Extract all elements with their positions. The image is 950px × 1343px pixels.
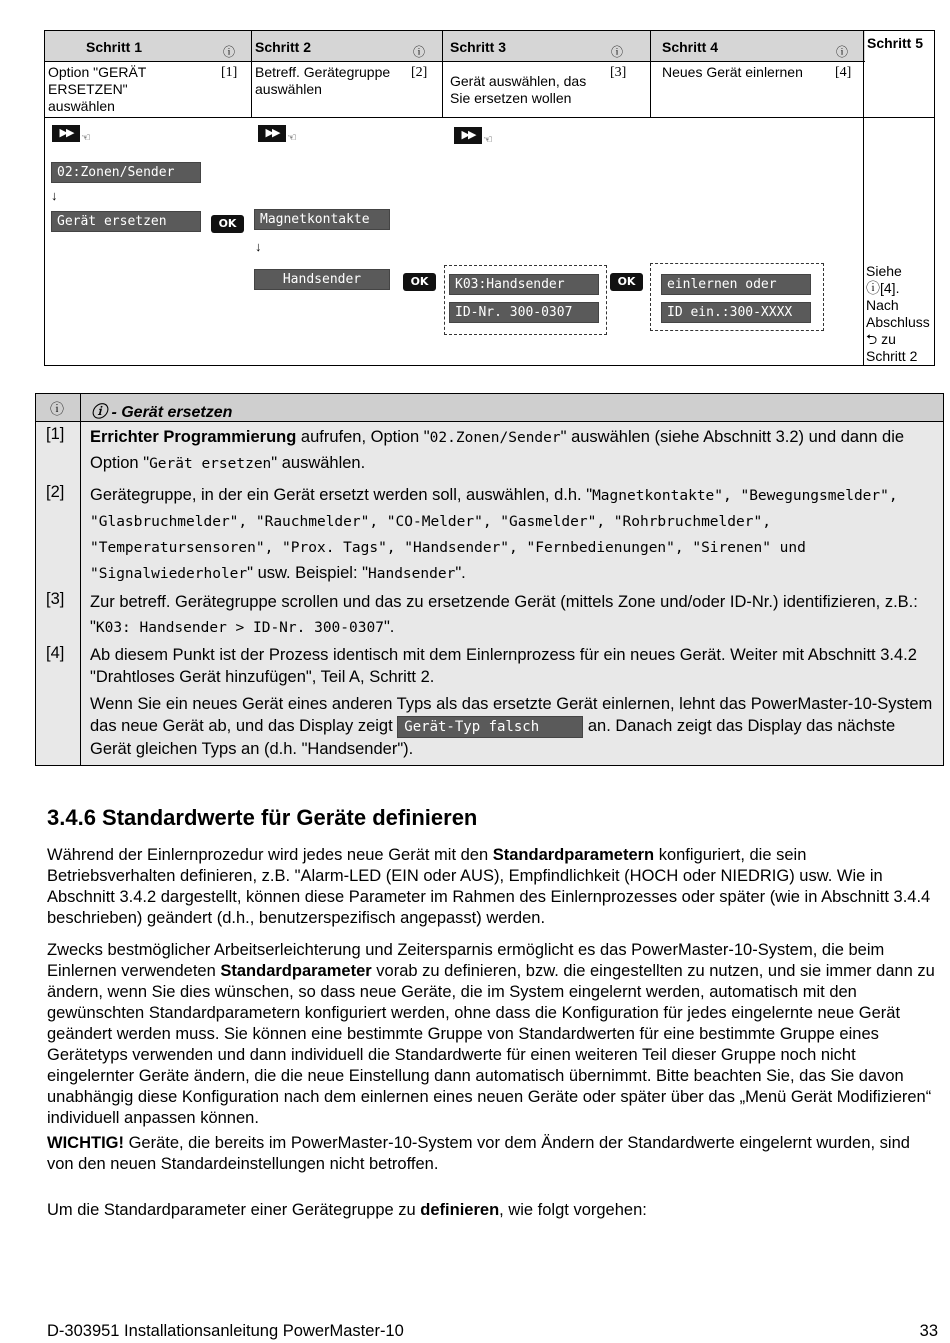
lcd-id-nr: ID-Nr. 300-0307 — [449, 302, 599, 323]
info-icon: ⓘ — [611, 45, 624, 59]
paragraph-3: WICHTIG! Geräte, die bereits im PowerMaster-10-System vor dem Ändern der Standardwerte eingelernt wurden, sind von den neuen Standardeinstellungen nicht betroffen. — [47, 1134, 910, 1173]
ok-button-icon: OK — [211, 215, 244, 233]
step4-ref: [4] — [835, 65, 852, 80]
forward-button-icon: ▶▶ — [454, 127, 482, 144]
info-icon: ⓘ — [413, 45, 426, 59]
info-box — [35, 393, 944, 766]
forward-button-icon: ▶▶ — [52, 125, 80, 142]
step2-ref: [2] — [411, 65, 428, 80]
hand-press-icon: ☜ — [81, 132, 91, 144]
info-item-3: Zur betreff. Gerätegruppe scrollen und das zu ersetzende Gerät (mittels Zone und/oder ID-Nr.) identifizieren, z.B.: "K03: Handsender > ID-Nr. 300-0307". — [90, 593, 918, 636]
info-item-1: Errichter Programmierung aufrufen, Option "02.Zonen/Sender" auswählen (siehe Abschnitt 3.2) und dann die Option "Gerät ersetzen" auswählen. — [90, 428, 905, 472]
step5-title: Schritt 5 — [867, 35, 924, 51]
lcd-geraet-ersetzen: Gerät ersetzen — [51, 211, 201, 232]
step4-desc: Neues Gerät einlernen — [662, 64, 803, 80]
page-number: 33 — [919, 1322, 938, 1340]
info-box-title: ⓘ - Gerät ersetzen — [91, 404, 233, 421]
forward-button-icon: ▶▶ — [258, 125, 286, 142]
arrow-down-icon: ↓ — [255, 239, 262, 254]
step3-title: Schritt 3 — [450, 39, 507, 55]
lcd-geraet-typ-falsch: Gerät-Typ falsch — [397, 716, 583, 738]
step2-title: Schritt 2 — [255, 39, 312, 55]
step5-text: Siehe ⓘ[4]. Nach Abschluss ⮌ zu Schritt 2 — [866, 263, 930, 364]
lcd-magnetkontakte: Magnetkontakte — [254, 209, 390, 230]
step1-title: Schritt 1 — [86, 39, 143, 55]
lcd-handsender: Handsender — [254, 269, 390, 290]
lcd-einlernen-oder: einlernen oder — [661, 274, 811, 295]
lcd-zonen-sender: 02:Zonen/Sender — [51, 162, 201, 183]
info-icon: ⓘ — [50, 401, 64, 417]
paragraph-4: Um die Standardparameter einer Gerätegruppe zu definieren, wie folgt vorgehen: — [47, 1201, 647, 1219]
item-number: [1] — [46, 425, 65, 443]
step3-ref: [3] — [610, 65, 627, 80]
step1-ref: [1] — [221, 65, 238, 80]
ok-button-icon: OK — [610, 273, 643, 291]
hand-press-icon: ☜ — [483, 134, 493, 146]
step3-desc: Gerät auswählen, das Sie ersetzen wollen — [450, 73, 587, 106]
step4-title: Schritt 4 — [662, 39, 719, 55]
paragraph-1: Während der Einlernprozedur wird jedes neue Gerät mit den Standardparametern konfiguriert, die sein Betriebsverhalten definieren, z.B. "Alarm-LED (EIN oder AUS), Empfindlichkeit (HOCH oder NIEDRIG) usw. Wie in Abschnitt 3.4.2 dargestellt, können diese Parameter im Rahmen des Einlernprozesses oder später (wie in Abschnitt 3.4.4 beschrieben) geändert (d.h., benutzerspezifisch angepasst) werden. — [47, 846, 931, 927]
item-number: [4] — [46, 644, 65, 662]
footer-document-id: D-303951 Installationsanleitung PowerMaster-10 — [47, 1322, 404, 1340]
info-icon: ⓘ — [223, 45, 236, 59]
item-number: [2] — [46, 483, 65, 501]
hand-press-icon: ☜ — [287, 132, 297, 144]
lcd-k03-handsender: K03:Handsender — [449, 274, 599, 295]
section-heading: 3.4.6 Standardwerte für Geräte definieren — [47, 805, 478, 830]
info-item-2: Gerätegruppe, in der ein Gerät ersetzt werden soll, auswählen, d.h. "Magnetkontakte", "Bewegungsmelder", "Glasbruchmelder", "Rauchmelder", "CO-Melder", "Gasmelder", "Rohrbruchmelder", "Temperatursensoren", "Prox. Tags", "Handsender", "Fernbedienungen", "Sirenen" und "Signalwiederholer" usw. Beispiel: "Handsender". — [90, 486, 898, 582]
info-item-4: Ab diesem Punkt ist der Prozess identisch mit dem Einlernprozess für ein neues Gerät. Weiter mit Abschnitt 3.4.2 "Drahtloses Gerät hinzufügen", Teil A, Schritt 2. Wenn Sie ein neues Gerät eines anderen Typs als das ersetzte Gerät einlernen, lehnt das PowerMaster-10-System das neue Gerät ab, und das Display zeigt Gerät-Typ falsch an. Danach zeigt das Display das nächste Gerät gleichen Typs an (d.h. "Handsender"). — [90, 646, 933, 758]
step2-desc: Betreff. Gerätegruppe auswählen — [255, 64, 391, 97]
arrow-down-icon: ↓ — [51, 188, 58, 203]
info-icon: ⓘ — [836, 45, 849, 59]
ok-button-icon: OK — [403, 273, 436, 291]
step1-desc: Option "GERÄT ERSETZEN" auswählen — [48, 64, 147, 114]
paragraph-2: Zwecks bestmöglicher Arbeitserleichterung und Zeitersparnis ermöglicht es das PowerMaster-10-System, die beim Einlernen verwendeten Standardparameter vorab zu definieren, bzw. die eingestellten zu nutzen, und sie immer dann zu ändern, wenn Sie dies wünschen, so dass neue Geräte, die im System eingelernt werden, automatisch mit den gewünschten Standardparametern konfiguriert werden, ohne dass die Konfiguration für jedes eingelernte neue Gerät geändert werden muss. Sie können eine bestimmte Gruppe von Standardwerten für eine bestimmte Gruppe eines Gerätetyps verwenden und dann individuell die Standardwerte für einen weiteren Teil dieser Gruppe noch nicht eingelernter Geräte ändern, die die neue Einstellung dann automatisch übernimmt. Bitte beachten Sie, das Sie davon unabhängig diese Konfiguration nach dem einlernen eines neuen Geräte oder später über das „Menü Gerät Modifizieren“ individuell anpassen können. — [47, 941, 935, 1127]
lcd-id-ein: ID ein.:300-XXXX — [661, 302, 811, 323]
item-number: [3] — [46, 590, 65, 608]
info-box-header — [36, 394, 943, 422]
steps-table — [44, 30, 935, 366]
